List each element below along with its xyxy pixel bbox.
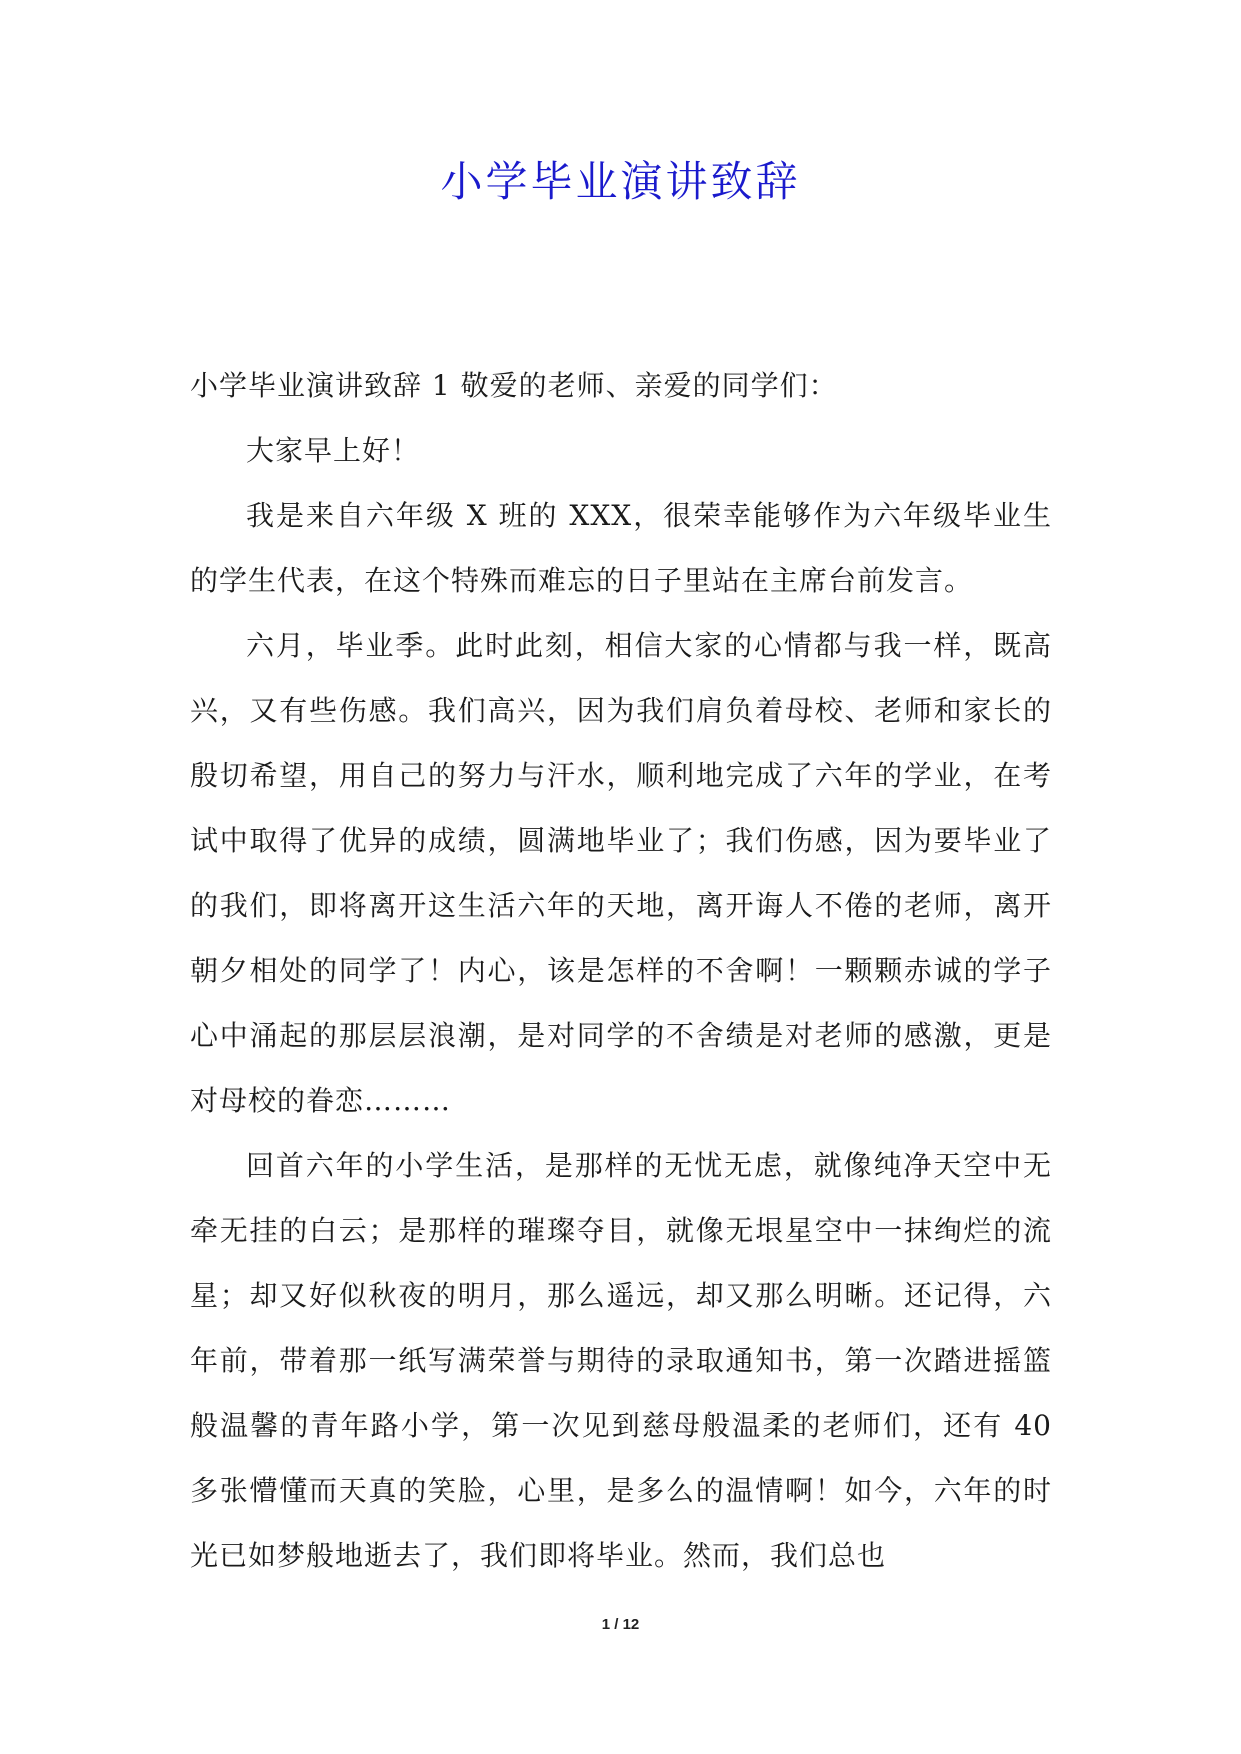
paragraph-looking-back: 回首六年的小学生活，是那样的无忧无虑，就像纯净天空中无牵无挂的白云；是那样的璀璨夺目，就像无垠星空中一抹绚烂的流星；却又好似秋夜的明月，那么遥远，却又那么明晰。还记得，六年前，带着那一纸写满荣誉与期待的录取通知书，第一次踏进摇篮般温馨的青年路小学，第一次见到慈母般温柔的老师们，还有 40 多张懵懂而天真的笑脸，心里，是多么的温情啊！如今，六年的时光已如梦般地逝去了，我们即将毕业。然而，我们总也 [190, 1149, 1052, 1572]
paragraph-salutation: 小学毕业演讲致辞 1 敬爱的老师、亲爱的同学们： [190, 369, 838, 402]
document-title: 小学毕业演讲致辞 [440, 157, 801, 206]
paragraph-june: 六月，毕业季。此时此刻，相信大家的心情都与我一样，既高兴，又有些伤感。我们高兴，因为我们肩负着母校、老师和家长的殷切希望，用自己的努力与汗水，顺利地完成了六年的学业，在考试中取得了优异的成绩，圆满地毕业了；我们伤感，因为要毕业了的我们，即将离开这生活六年的天地，离开诲人不倦的老师，离开朝夕相处的同学了！内心，该是怎样的不舍啊！一颗颗赤诚的学子心中涌起的那层层浪潮，是对同学的不舍绩是对老师的感激，更是对母校的眷恋……… [190, 629, 1052, 1117]
page-number: 1 / 12 [601, 1616, 640, 1633]
paragraph-introduction: 我是来自六年级 X 班的 XXX，很荣幸能够作为六年级毕业生的学生代表，在这个特殊而难忘的日子里站在主席台前发言。 [190, 499, 1052, 597]
paragraph-greeting: 大家早上好！ [246, 434, 421, 467]
document-body [190, 353, 1052, 1588]
